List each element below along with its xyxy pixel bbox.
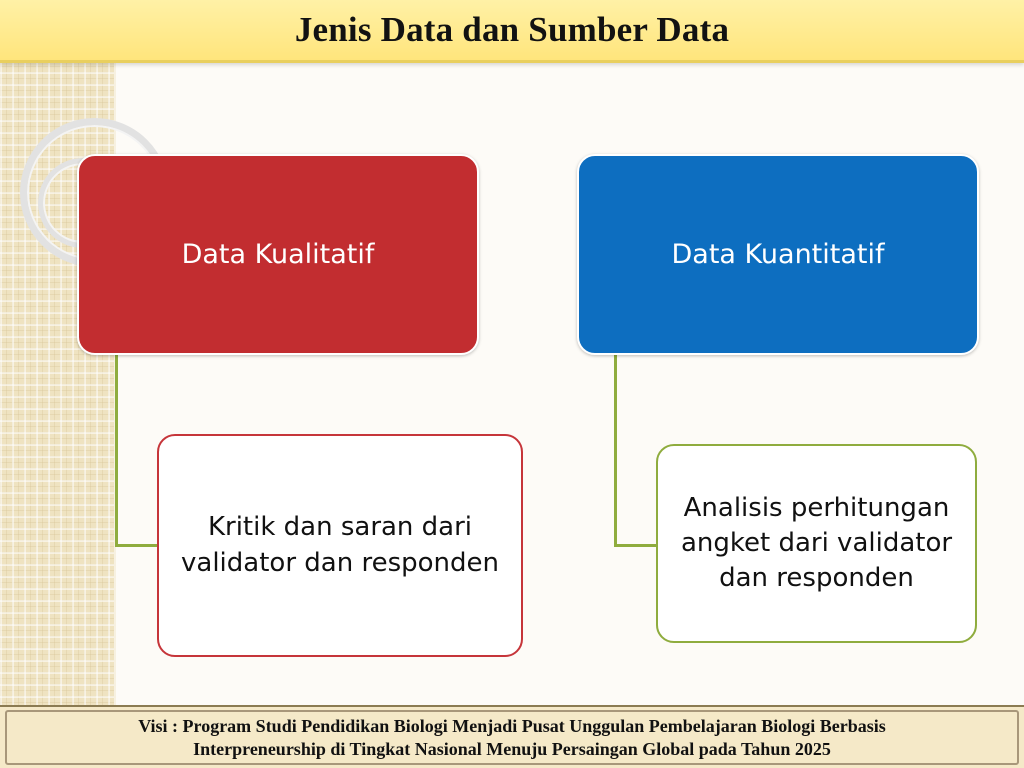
background-pattern-strip: [0, 0, 114, 768]
node-kritik-saran-line-2: validator dan responden: [181, 547, 499, 578]
node-analisis-line-2: angket dari validator: [680, 527, 953, 558]
footer-vision-line-2: Interpreneurship di Tingkat Nasional Menuju Persaingan Global pada Tahun 2025: [193, 738, 831, 759]
footer-bar: [0, 705, 1024, 768]
node-data-kualitatif-label: Data Kualitatif: [181, 239, 375, 270]
connector-kualitatif-vertical: [115, 351, 118, 547]
node-analisis-line-1: Analisis perhitungan: [683, 492, 950, 523]
node-kritik-saran-line-1: Kritik dan saran dari: [207, 512, 473, 543]
node-analisis-line-3: dan responden: [719, 563, 914, 594]
slide-title: Jenis Data dan Sumber Data: [294, 10, 730, 49]
footer-vision-box: [5, 710, 1019, 765]
node-data-kuantitatif: [577, 154, 979, 355]
node-analisis-perhitungan: [656, 444, 977, 643]
connector-kualitatif-horizontal: [115, 544, 159, 547]
footer-vision-line-1: Visi : Program Studi Pendidikan Biologi Menjadi Pusat Unggulan Pembelajaran Biologi Berbasis: [138, 715, 886, 736]
connector-kuantitatif-vertical: [614, 351, 617, 547]
node-kritik-saran: [157, 434, 523, 657]
connector-kuantitatif-horizontal: [614, 544, 658, 547]
node-data-kualitatif: [77, 154, 479, 355]
title-bar: [0, 0, 1024, 63]
node-data-kuantitatif-label: Data Kuantitatif: [671, 239, 885, 270]
